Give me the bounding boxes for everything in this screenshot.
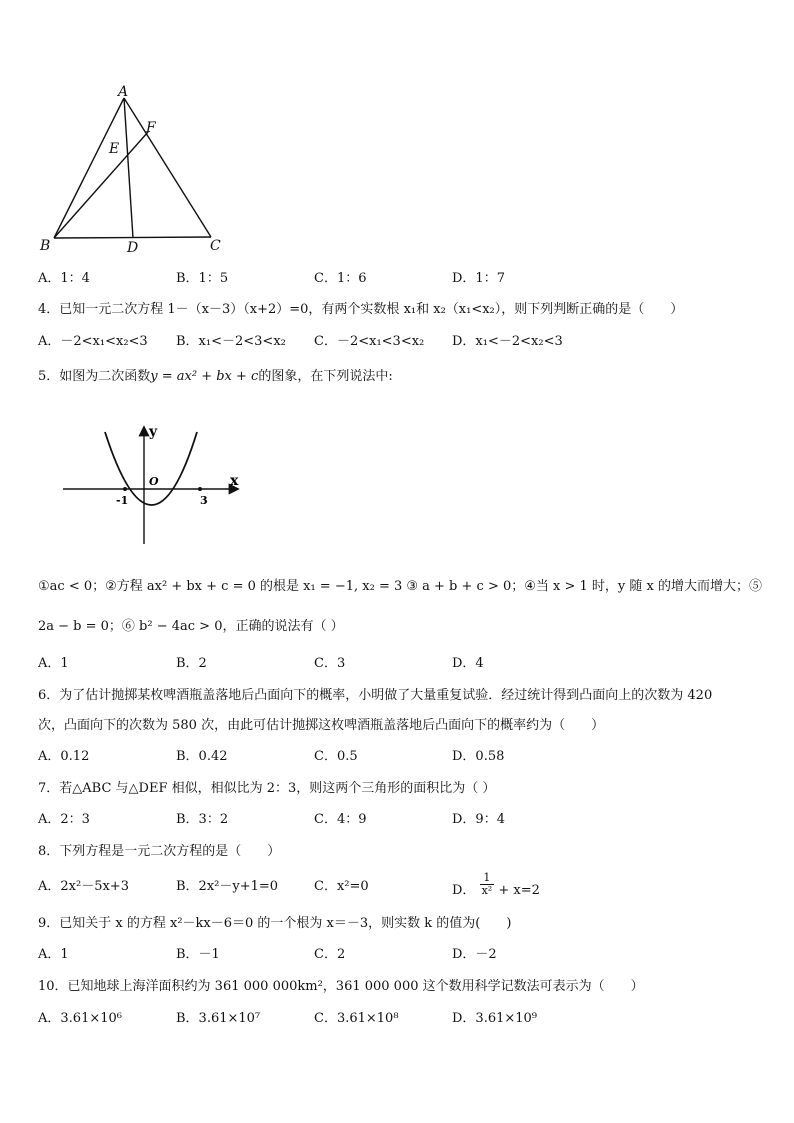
q7-option-c[interactable]: C．4：9 — [314, 812, 367, 827]
q5-option-a[interactable]: A．1 — [38, 656, 69, 671]
q4-option-c[interactable]: C．－2<x₁<3<x₂ — [314, 334, 425, 349]
q6-stem-line1: 6．为了估计抛掷某枚啤酒瓶盖落地后凸面向下的概率，小明做了大量重复试验．经过统计得到凸面向上的次数为 420 — [38, 688, 713, 703]
q6-stem-line2: 次，凸面向下的次数为 580 次，由此可估计抛掷这枚啤酒瓶盖落地后凸面向下的概率约为（ ） — [38, 718, 605, 733]
edge-AB — [54, 98, 124, 238]
label-A: A — [118, 84, 129, 100]
q8-option-d-fraction — [480, 872, 495, 897]
q4-option-a[interactable]: A．－2<x₁<x₂<3 — [38, 334, 148, 349]
x-axis-label: x — [230, 473, 239, 489]
triangle-figure — [30, 80, 240, 260]
q6-option-a[interactable]: A．0.12 — [38, 749, 90, 764]
q9-option-c[interactable]: C．2 — [314, 947, 346, 962]
q6-option-b[interactable]: B．0.42 — [176, 749, 228, 764]
q7-option-b[interactable]: B．3：2 — [176, 812, 229, 827]
q6-option-c[interactable]: C．0.5 — [314, 749, 358, 764]
edge-AC — [124, 98, 211, 237]
q5-stem-suffix: 的图象，在下列说法中: — [258, 369, 393, 384]
fraction-denominator: x² — [481, 884, 493, 897]
label-D: D — [127, 240, 139, 256]
q5-option-d[interactable]: D．4 — [452, 656, 484, 671]
q9-option-b[interactable]: B．－1 — [176, 947, 220, 962]
q5-stem — [38, 368, 393, 386]
label-F: F — [146, 120, 156, 136]
q4-option-b[interactable]: B．x₁<－2<3<x₂ — [176, 334, 286, 349]
q9-option-a[interactable]: A．1 — [38, 947, 69, 962]
q5-statements-line1: ①ac < 0；②方程 ax² + bx + c = 0 的根是 x₁ = −1, x₂ = 3 ③ a + b + c > 0；④当 x > 1 时，y 随 x 的增大而增大；⑤ — [38, 579, 763, 594]
q3-option-d[interactable]: D．1：7 — [452, 271, 505, 286]
q10-stem: 10．已知地球上海洋面积约为 361 000 000km²，361 000 000 这个数用科学记数法可表示为（ ） — [38, 979, 644, 994]
root-label-left: -1 — [116, 494, 129, 507]
q8-option-a[interactable]: A．2x²－5x+3 — [38, 879, 129, 894]
q3-option-b[interactable]: B．1：5 — [176, 271, 229, 286]
q8-option-c[interactable]: C．x²=0 — [314, 879, 369, 894]
root-label-right: 3 — [200, 494, 208, 507]
q8-option-d-prefix: D． — [452, 883, 476, 898]
q9-option-d[interactable]: D．－2 — [452, 947, 497, 962]
q3-option-a[interactable]: A．1：4 — [38, 271, 90, 286]
q4-option-d[interactable]: D．x₁<－2<x₂<3 — [452, 334, 563, 349]
q7-stem: 7．若△ABC 与△DEF 相似，相似比为 2：3，则这两个三角形的面积比为（ ） — [38, 781, 496, 796]
q3-option-c[interactable]: C．1：6 — [314, 271, 367, 286]
y-axis-label: y — [149, 424, 158, 440]
q5-stem-formula: y = ax² + bx + c — [150, 369, 259, 384]
origin-label: O — [149, 475, 159, 488]
q10-option-d[interactable]: D．3.61×10⁹ — [452, 1011, 538, 1026]
q10-option-c[interactable]: C．3.61×10⁸ — [314, 1011, 399, 1026]
parabola-graph — [55, 418, 255, 550]
segment-AD — [124, 98, 133, 238]
root-point-left — [123, 487, 127, 491]
q10-option-a[interactable]: A．3.61×10⁶ — [38, 1011, 122, 1026]
q5-statements-line2: 2a − b = 0；⑥ b² − 4ac > 0，正确的说法有（ ） — [38, 619, 344, 634]
q7-option-a[interactable]: A．2：3 — [38, 812, 90, 827]
root-point-right — [198, 487, 202, 491]
q7-option-d[interactable]: D．9：4 — [452, 812, 505, 827]
label-E: E — [109, 141, 120, 157]
q5-option-c[interactable]: C．3 — [314, 656, 346, 671]
segment-BF — [54, 132, 148, 238]
q6-option-d[interactable]: D．0.58 — [452, 749, 505, 764]
fraction-numerator: 1 — [480, 872, 495, 885]
q5-option-b[interactable]: B．2 — [176, 656, 207, 671]
q10-option-b[interactable]: B．3.61×10⁷ — [176, 1011, 261, 1026]
q5-stem-prefix: 5．如图为二次函数 — [38, 369, 151, 384]
q4-stem: 4．已知一元二次方程 1－（x－3）（x+2）=0，有两个实数根 x₁和 x₂（x₁<x₂），则下列判断正确的是（ ） — [38, 302, 684, 317]
label-B: B — [40, 238, 51, 254]
q8-option-d[interactable] — [452, 871, 540, 903]
label-C: C — [210, 238, 221, 254]
q9-stem: 9．已知关于 x 的方程 x²－kx－6＝0 的一个根为 x＝－3，则实数 k 的值为( ) — [38, 916, 512, 931]
q8-option-d-suffix: + x=2 — [498, 883, 540, 898]
q8-stem: 8．下列方程是一元二次方程的是（ ） — [38, 844, 281, 859]
q8-option-b[interactable]: B．2x²－y+1=0 — [176, 879, 279, 894]
